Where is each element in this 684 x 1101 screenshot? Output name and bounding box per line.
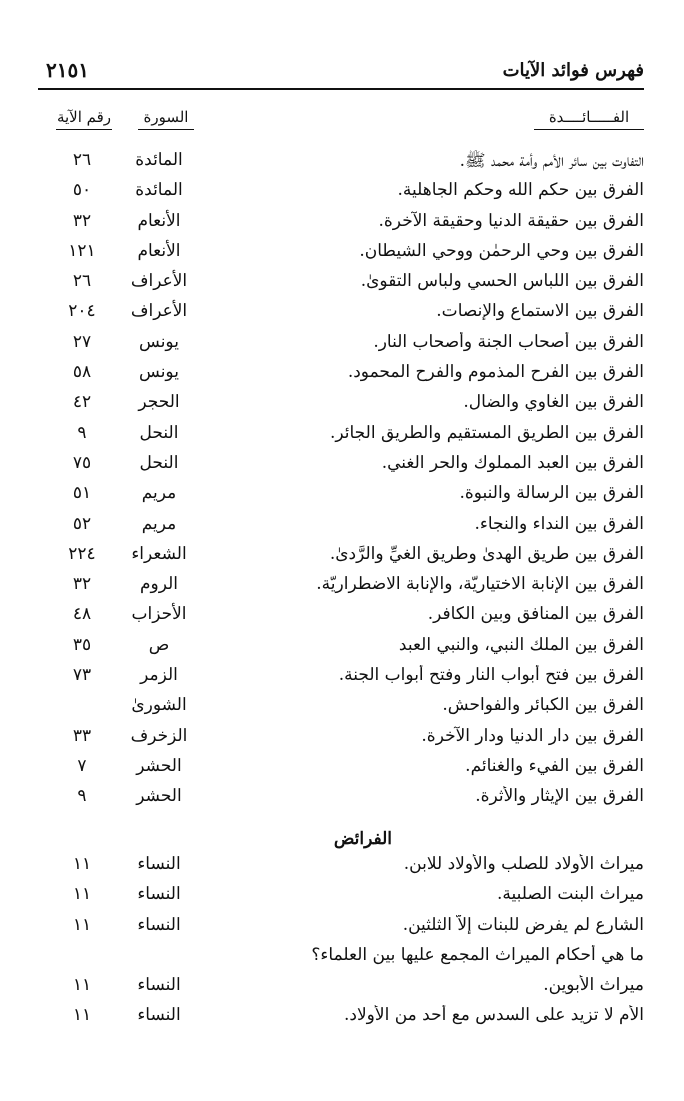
benefit-text: الفرق بين العبد المملوك والحر الغني. (381, 452, 644, 473)
index-row (38, 882, 644, 912)
ayah-number: ٧ (77, 755, 87, 776)
index-row (38, 633, 644, 663)
index-row (38, 724, 644, 754)
section-heading (38, 815, 644, 855)
index-row (38, 481, 644, 511)
ayah-number: ١٢١ (68, 240, 96, 261)
surah-name: الأنعام (137, 240, 181, 261)
surah-name: الحشر (136, 755, 182, 776)
ayah-number: ١١ (72, 884, 92, 905)
surah-name: الأعراف (130, 271, 188, 292)
surah-name: مريم (141, 513, 177, 534)
ayah-number: ١١ (72, 1005, 92, 1026)
benefit-text: الأم لا تزيد على السدس مع أحد من الأولاد. (344, 1005, 644, 1026)
benefit-text: التفاوت بين سائر الأمم وأمة محمد ﷺ. (459, 151, 644, 171)
surah-name: المائدة (135, 150, 183, 170)
surah-name: الزخرف (130, 725, 188, 746)
ayah-number: ٧٥ (72, 452, 92, 473)
surah-name: النحل (139, 452, 179, 473)
ayah-number: ٢٢٤ (68, 543, 96, 564)
surah-name: النساء (137, 884, 181, 905)
column-header-benefit: الفـــــائــــدة (534, 108, 644, 130)
ayah-number: ٥٠ (72, 180, 92, 201)
index-row (38, 852, 644, 882)
benefit-text: ما هي أحكام الميراث المجمع عليها بين العلماء؟ (311, 944, 644, 965)
surah-name: يونس (139, 331, 179, 352)
column-header-surah: السورة (138, 108, 194, 130)
surah-name: الأنعام (137, 210, 181, 231)
ayah-number: ١١ (72, 975, 92, 996)
surah-name: يونس (139, 362, 179, 383)
ayah-number: ٤٨ (72, 604, 92, 625)
surah-name: الأحزاب (131, 604, 187, 625)
index-list (38, 148, 644, 855)
index-row (38, 239, 644, 269)
ayah-number: ١١ (72, 914, 92, 935)
surah-name: النساء (137, 854, 181, 874)
benefit-text: الفرق بين الفرح المذموم والفرح المحمود. (347, 362, 644, 383)
benefit-text: الفرق بين الرسالة والنبوة. (459, 483, 644, 504)
ayah-number: ٤٢ (72, 392, 92, 413)
column-headers (38, 108, 644, 138)
index-row (38, 913, 644, 943)
index-row (38, 943, 644, 973)
benefit-text: الفرق بين وحي الرحمٰن ووحي الشيطان. (359, 240, 644, 261)
benefit-text: ميراث الأولاد للصلب والأولاد للابن. (403, 854, 644, 874)
benefit-text: الفرق بين الفيء والغنائم. (465, 755, 644, 776)
index-row (38, 542, 644, 572)
benefit-text: الفرق بين أصحاب الجنة وأصحاب النار. (373, 331, 644, 352)
benefit-text: ميراث الأبوين. (543, 975, 644, 996)
ayah-number: ٢٧ (72, 331, 92, 352)
benefit-text: الفرق بين المنافق وبين الكافر. (427, 604, 644, 625)
benefit-text: الفرق بين الإيثار والأثرة. (475, 786, 644, 807)
ayah-number: ١١ (72, 854, 92, 874)
index-row (38, 973, 644, 1003)
index-row (38, 269, 644, 299)
index-row (38, 299, 644, 329)
ayah-number: ٥٢ (72, 513, 92, 534)
benefit-text: الشارع لم يفرض للبنات إلاّ الثلثين. (402, 914, 644, 935)
surah-name: النساء (137, 914, 181, 935)
index-row (38, 421, 644, 451)
ayah-number: ٢٦ (72, 271, 92, 292)
surah-name: الزمر (140, 665, 178, 686)
index-row (38, 663, 644, 693)
ayah-number: ٢٦ (72, 150, 92, 170)
index-row (38, 1003, 644, 1033)
surah-name: الشورىٰ (131, 695, 187, 716)
index-row (38, 360, 644, 390)
surah-name: الحشر (136, 786, 182, 807)
surah-name: الشعراء (131, 543, 187, 564)
index-row (38, 784, 644, 814)
ayah-number: ٥٨ (72, 362, 92, 383)
surah-name: مريم (141, 483, 177, 504)
running-title: فهرس فوائد الآيات (502, 60, 644, 81)
index-row (38, 602, 644, 632)
index-row (38, 451, 644, 481)
surah-name: الحجر (138, 392, 180, 413)
ayah-number: ٥١ (72, 483, 92, 504)
ayah-number: ٧٣ (72, 665, 92, 686)
ayah-number: ٣٢ (72, 210, 92, 231)
ayah-number: ٣٣ (72, 725, 92, 746)
benefit-text: الفرق بين الكبائر والفواحش. (442, 695, 644, 716)
benefit-text: الفرق بين حقيقة الدنيا وحقيقة الآخرة. (378, 210, 644, 231)
surah-name: النحل (139, 422, 179, 443)
index-row (38, 178, 644, 208)
benefit-text: الفرق بين طريق الهدىٰ وطريق الغيِّ والرَّدىٰ. (329, 543, 644, 564)
surah-name: الأعراف (130, 301, 188, 322)
index-row (38, 512, 644, 542)
benefit-text: الفرق بين فتح أبواب النار وفتح أبواب الجنة. (338, 665, 644, 686)
ayah-number: ٣٢ (72, 574, 92, 595)
index-row (38, 693, 644, 723)
benefit-text: الفرق بين الغاوي والضال. (463, 392, 644, 413)
ayah-number: ٩ (77, 422, 87, 443)
index-row (38, 148, 644, 178)
index-row (38, 209, 644, 239)
header-rule (38, 88, 644, 90)
ayah-number: ٢٠٤ (68, 301, 96, 322)
benefit-text: الفرق بين الطريق المستقيم والطريق الجائر. (329, 422, 644, 443)
benefit-text: الفرق بين الاستماع والإنصات. (436, 301, 644, 322)
index-row (38, 754, 644, 784)
surah-name: النساء (137, 975, 181, 996)
page-number: ٢١٥١ (46, 58, 89, 82)
surah-name: ص (148, 634, 170, 655)
column-header-ayah: رقم الآية (56, 108, 112, 130)
surah-name: الروم (139, 574, 179, 595)
benefit-text: الفرق بين الإنابة الاختياريّة، والإنابة الاضطراريّة. (316, 574, 644, 595)
benefit-text: الفرق بين الملك النبي، والنبي العبد (398, 634, 644, 655)
ayah-number: ٩ (77, 786, 87, 807)
running-head (38, 60, 644, 84)
ayah-number: ٣٥ (72, 634, 92, 655)
benefit-text: الفرق بين حكم الله وحكم الجاهلية. (397, 180, 644, 201)
benefit-text: الفرق بين النداء والنجاء. (474, 513, 644, 534)
index-row (38, 330, 644, 360)
index-row (38, 572, 644, 602)
benefit-text: الفرق بين دار الدنيا ودار الآخرة. (421, 725, 644, 746)
surah-name: المائدة (135, 180, 183, 201)
surah-name: النساء (137, 1005, 181, 1026)
benefit-text: الفرق بين اللباس الحسي ولباس التقوىٰ. (360, 271, 644, 292)
section-title: الفرائض (333, 828, 392, 849)
index-list-faraid (38, 852, 644, 1034)
benefit-text: ميراث البنت الصلبية. (496, 884, 644, 905)
index-row (38, 390, 644, 420)
